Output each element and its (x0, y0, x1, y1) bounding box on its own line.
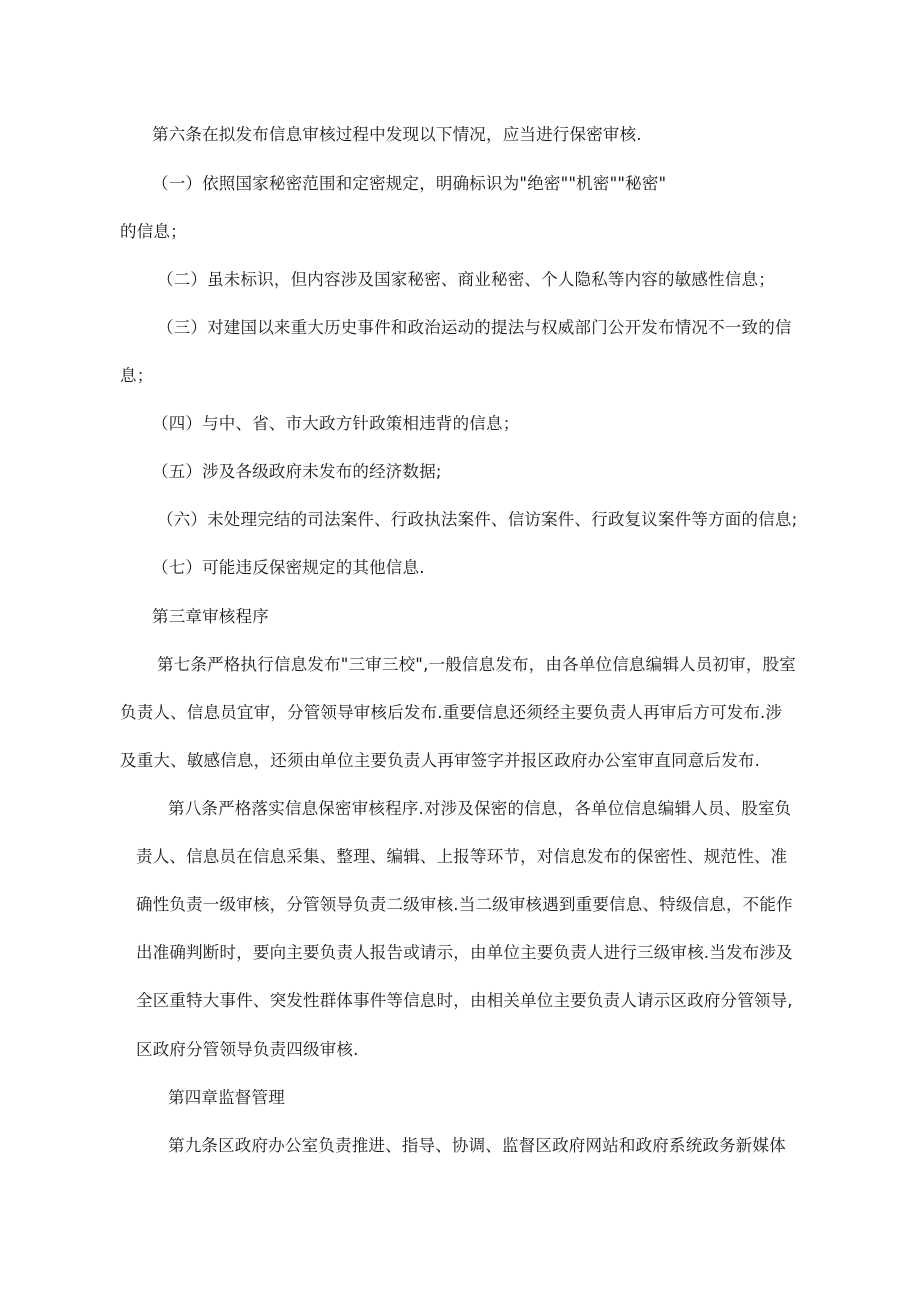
article-7-line-2: 负责人、信息员宜审，分管领导审核后发布.重要信息还须经主要负责人再审后方可发布.涉 (120, 703, 783, 722)
chapter-3-heading: 第三章审核程序 (152, 607, 269, 626)
item-3-line-2: 息； (120, 366, 154, 385)
item-1-line-2: 的信息； (120, 222, 187, 241)
article-7-line-1: 第七条严格执行信息发布"三审三校",一般信息发布，由各单位信息编辑人员初审，股室 (157, 655, 796, 674)
article-8-line-6: 区政府分管领导负责四级审核. (136, 1040, 359, 1059)
article-9-line-1: 第九条区政府办公室负责推进、指导、协调、监督区政府网站和政府系统政务新媒体 (168, 1136, 786, 1155)
item-4: （四）与中、省、市大政方针政策相违背的信息； (152, 414, 520, 433)
item-5: （五）涉及各级政府未发布的经济数据; (152, 462, 442, 481)
article-8-line-1: 第八条严格落实信息保密审核程序.对涉及保密的信息，各单位信息编辑人员、股室负 (168, 799, 792, 818)
article-8-line-2: 责人、信息员在信息采集、整理、编辑、上报等环节，对信息发布的保密性、规范性、准 (136, 847, 788, 866)
article-8-line-3: 确性负责一级审核，分管领导负责二级审核.当二级审核遇到重要信息、特级信息，不能作 (136, 895, 793, 914)
article-8-line-4: 出准确判断时，要向主要负责人报告或请示，由单位主要负责人进行三级审核.当发布涉及 (136, 943, 793, 962)
item-6: （六）未处理完结的司法案件、行政执法案件、信访案件、行政复议案件等方面的信息; (157, 510, 798, 529)
item-3-line-1: （三）对建国以来重大历史事件和政治运动的提法与权威部门公开发布情况不一致的信 (157, 318, 792, 337)
item-7: （七）可能违反保密规定的其他信息. (152, 558, 425, 577)
article-6-heading: 第六条在拟发布信息审核过程中发现以下情况，应当进行保密审核. (152, 125, 642, 144)
item-1-line-1: （一）依照国家秘密范围和定密规定，明确标识为"绝密""机密""秘密" (152, 174, 667, 193)
item-2: （二）虽未标识，但内容涉及国家秘密、商业秘密、个人隐私等内容的敏感性信息； (157, 270, 775, 289)
chapter-4-heading: 第四章监督管理 (168, 1088, 285, 1107)
article-8-line-5: 全区重特大事件、突发性群体事件等信息时，由相关单位主要负责人请示区政府分管领导, (136, 991, 793, 1010)
article-7-line-3: 及重大、敏感信息，还须由单位主要负责人再审签字并报区政府办公室审直同意后发布. (120, 751, 761, 770)
